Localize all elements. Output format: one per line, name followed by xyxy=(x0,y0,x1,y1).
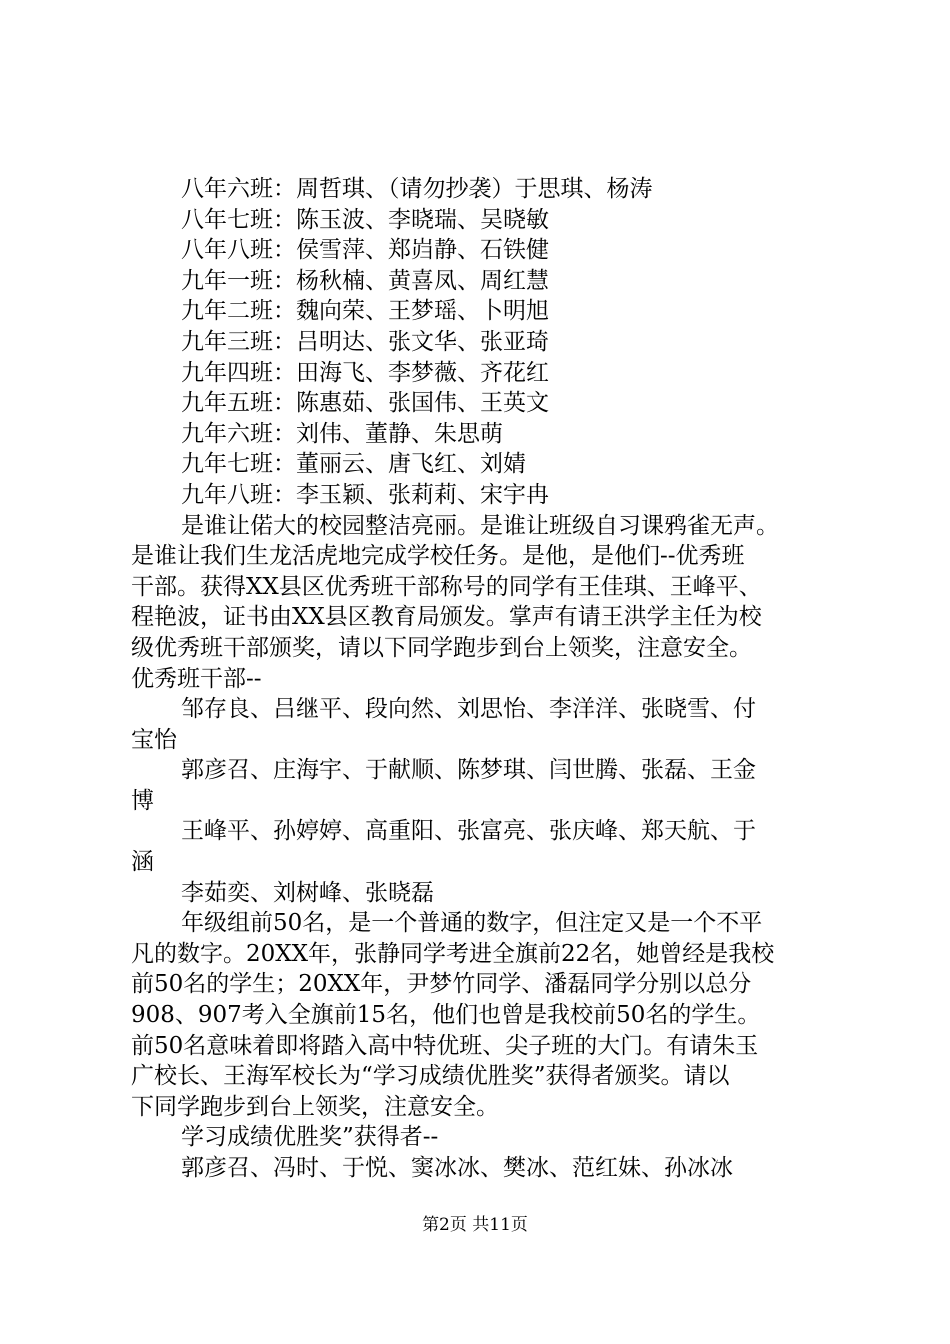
text-line: 凡的数字。20XX年，张静同学考进全旗前22名，她曾经是我校 xyxy=(131,940,775,967)
text-line: 级优秀班干部颁奖，请以下同学跑步到台上领奖，注意安全。 xyxy=(131,634,752,661)
text-line: 八年八班：侯雪萍、郑岿静、石铁健 xyxy=(181,237,549,264)
text-line: 九年五班：陈惠茹、张国伟、王英文 xyxy=(181,390,549,417)
text-line: 广校长、王海军校长为“学习成绩优胜奖”获得者颁奖。请以 xyxy=(131,1063,730,1090)
text-line: 八年七班：陈玉波、李晓瑞、吴晓敏 xyxy=(181,206,549,233)
page-footer: 第2页 共11页 xyxy=(422,1215,528,1235)
text-line: 宝怡 xyxy=(131,726,177,753)
text-line: 前50名意味着即将踏入高中特优班、尖子班的大门。有请朱玉 xyxy=(131,1032,759,1059)
text-line: 是谁让偌大的校园整洁亮丽。是谁让班级自习课鸦雀无声。 xyxy=(181,512,779,539)
text-line: 九年七班：董丽云、唐飞红、刘婧 xyxy=(181,451,526,478)
text-line: 程艳波，证书由XX县区教育局颁发。掌声有请王洪学主任为校 xyxy=(131,604,762,631)
text-line: 前50名的学生；20XX年，尹梦竹同学、潘磊同学分别以总分 xyxy=(131,971,752,998)
text-line: 郭彦召、庄海宇、于献顺、陈梦琪、闫世腾、张磊、王金 xyxy=(181,757,756,784)
text-line: 年级组前50名，是一个普通的数字，但注定又是一个不平 xyxy=(181,910,763,937)
text-line: 涵 xyxy=(131,849,154,876)
text-line: 下同学跑步到台上领奖，注意安全。 xyxy=(131,1093,499,1120)
text-line: 郭彦召、冯时、于悦、窦冰冰、樊冰、范红妹、孙冰冰 xyxy=(181,1155,733,1181)
document-body xyxy=(131,174,843,1184)
text-line: 王峰平、孙婷婷、高重阳、张富亮、张庆峰、郑天航、于 xyxy=(181,818,756,845)
text-line: 博 xyxy=(131,787,154,814)
text-line: 邹存良、吕继平、段向然、刘思怡、李洋洋、张晓雪、付 xyxy=(181,696,756,723)
text-line: 干部。获得XX县区优秀班干部称号的同学有王佳琪、王峰平、 xyxy=(131,573,762,600)
text-line: 九年二班：魏向荣、王梦瑶、卜明旭 xyxy=(181,298,549,325)
text-line: 优秀班干部-- xyxy=(131,665,262,692)
text-line: 八年六班：周哲琪、（请勿抄袭）于思琪、杨涛 xyxy=(181,176,653,202)
text-line: 李茹奕、刘树峰、张晓磊 xyxy=(181,879,434,906)
text-line: 九年六班：刘伟、董静、朱思萌 xyxy=(181,420,503,447)
text-line: 是谁让我们生龙活虎地完成学校任务。是他，是他们--优秀班 xyxy=(131,543,745,570)
text-line: 九年八班：李玉颖、张莉莉、宋宇冉 xyxy=(181,481,549,508)
text-line: 908、907考入全旗前15名，他们也曾是我校前50名的学生。 xyxy=(131,1002,761,1029)
text-line: 学习成绩优胜奖”获得者-- xyxy=(181,1124,439,1151)
text-line: 九年四班：田海飞、李梦薇、齐花红 xyxy=(181,359,549,386)
text-line: 九年一班：杨秋楠、黄喜凤、周红慧 xyxy=(181,267,549,294)
text-line: 九年三班：吕明达、张文华、张亚琦 xyxy=(181,328,549,355)
